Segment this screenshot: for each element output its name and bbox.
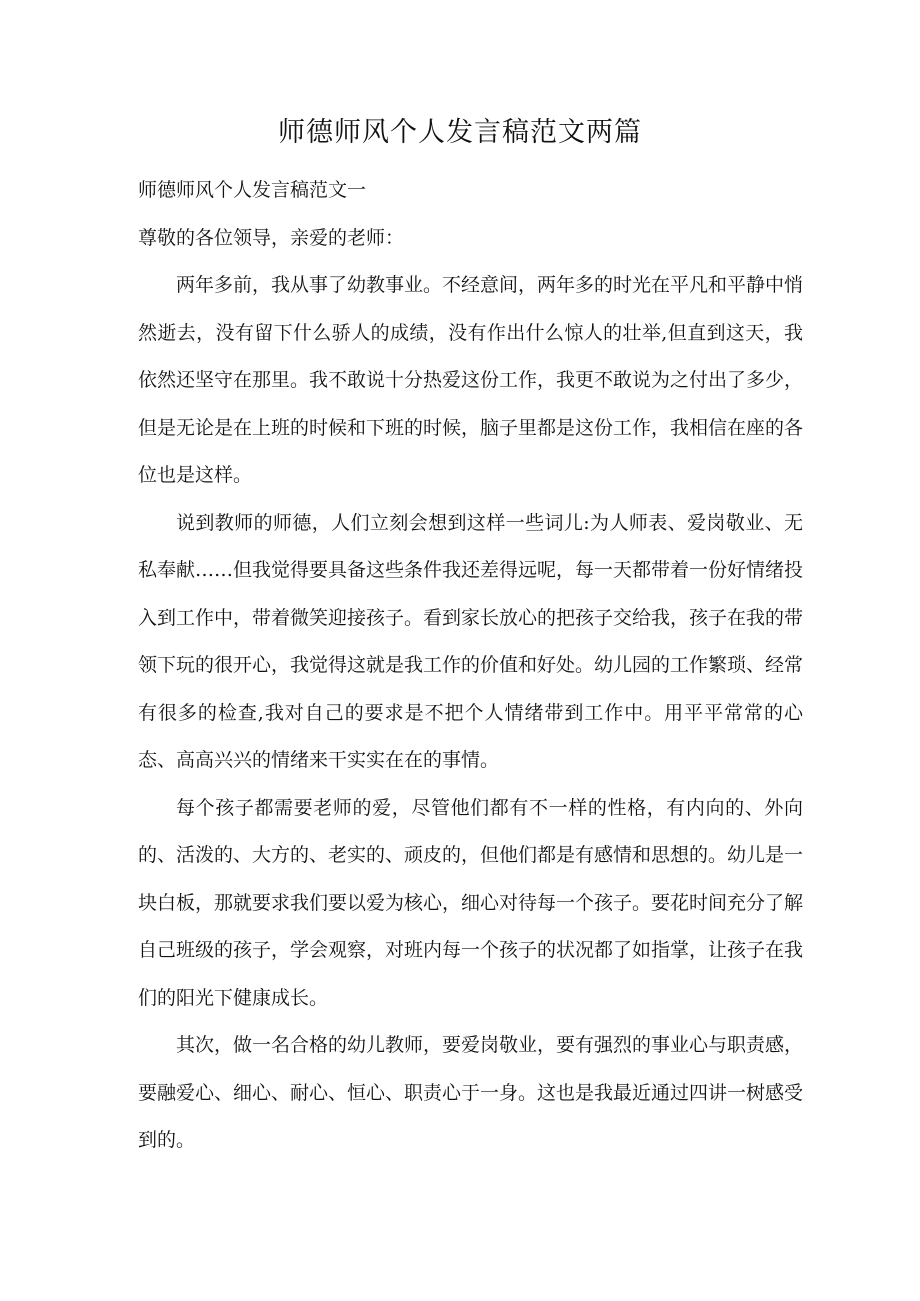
paragraph-3: 每个孩子都需要老师的爱，尽管他们都有不一样的性格，有内向的、外向的、活泼的、大方的、老实的、顽皮的，但他们都是有感情和思想的。幼儿是一块白板，那就要求我们要以爱为核心，细心对待每一个孩子。要花时间充分了解自己班级的孩子，学会观察，对班内每一个孩子的状况都了如指掌，让孩子在我们的阳光下健康成长。	[138, 796, 804, 1009]
paragraph-2: 说到教师的师德，人们立刻会想到这样一些词儿:为人师表、爱岗敬业、无私奉献……但我觉得要具备这些条件我还差得远呢，每一天都带着一份好情绪投入到工作中，带着微笑迎接孩子。看到家长放心的把孩子交给我，孩子在我的带领下玩的很开心，我觉得这就是我工作的价值和好处。幼儿园的工作繁琐、经常有很多的检查,我对自己的要求是不把个人情绪带到工作中。用平平常常的心态、高高兴兴的情绪来干实实在在的事情。	[138, 511, 804, 771]
document-body	[138, 167, 803, 1165]
salutation: 尊敬的各位领导，亲爱的老师：	[138, 226, 405, 249]
paragraph-4: 其次，做一名合格的幼儿教师，要爱岗敬业，要有强烈的事业心与职责感，要融爱心、细心、耐心、恒心、职责心于一身。这也是我最近通过四讲一树感受到的。	[138, 1034, 804, 1151]
paragraph-1: 两年多前，我从事了幼教事业。不经意间，两年多的时光在平凡和平静中悄然逝去，没有留下什么骄人的成绩，没有作出什么惊人的壮举,但直到这天，我依然还坚守在那里。我不敢说十分热爱这份工作，我更不敢说为之付出了多少，但是无论是在上班的时候和下班的时候，脑子里都是这份工作，我相信在座的各位也是这样。	[138, 274, 804, 486]
document-title: 师德师风个人发言稿范文两篇	[278, 117, 642, 148]
document-subtitle: 师德师风个人发言稿范文一	[138, 179, 367, 201]
